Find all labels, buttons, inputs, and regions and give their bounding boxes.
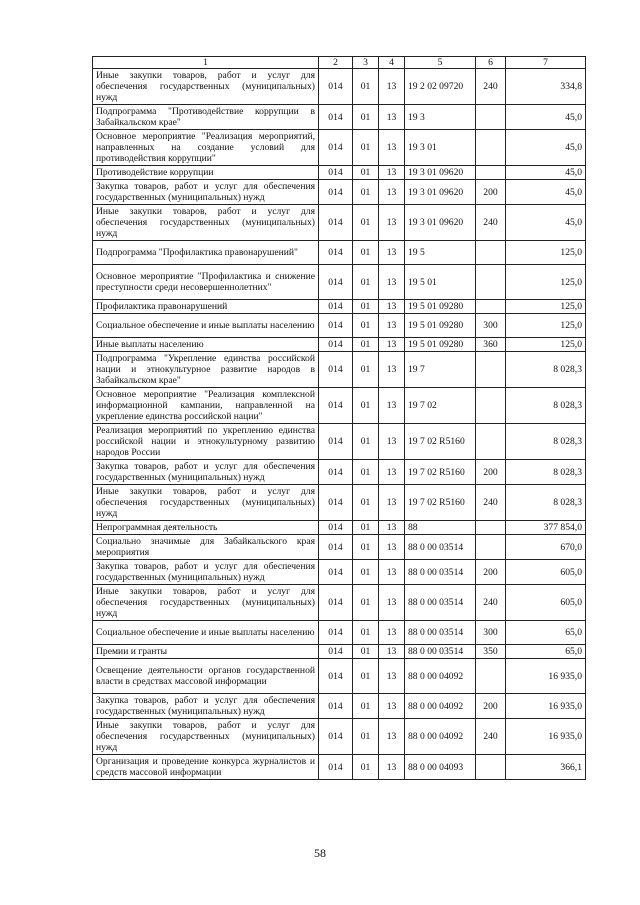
row-amount: 125,0: [506, 265, 586, 300]
column-header-4: 4: [379, 57, 405, 69]
row-code-admin: 014: [319, 166, 353, 180]
table-row: [93, 130, 586, 166]
table-row: [93, 352, 586, 388]
table-row: [93, 621, 586, 645]
row-code-subsection: 13: [379, 314, 405, 338]
table-row: [93, 535, 586, 560]
row-code-section: 01: [353, 521, 379, 535]
table-row: [93, 300, 586, 314]
row-code-target: 88 0 00 04092: [405, 659, 476, 694]
row-code-section: 01: [353, 69, 379, 105]
row-code-expense-type: [476, 535, 506, 560]
row-code-admin: 014: [319, 388, 353, 424]
table-row: [93, 180, 586, 205]
table-body: [93, 69, 586, 780]
column-header-7: 7: [506, 57, 586, 69]
row-code-expense-type: 200: [476, 180, 506, 205]
row-code-expense-type: [476, 424, 506, 460]
row-amount: 8 028,3: [506, 485, 586, 521]
row-code-target: 19 3 01 09620: [405, 166, 476, 180]
row-amount: 16 935,0: [506, 694, 586, 719]
row-amount: 45,0: [506, 205, 586, 241]
row-amount: 65,0: [506, 645, 586, 659]
table-row: [93, 338, 586, 352]
row-code-target: 19 5 01 09280: [405, 300, 476, 314]
row-amount: 45,0: [506, 105, 586, 130]
column-number-row: [93, 57, 586, 69]
column-header-1: 1: [93, 57, 319, 69]
row-code-subsection: 13: [379, 645, 405, 659]
row-code-admin: 014: [319, 300, 353, 314]
row-code-admin: 014: [319, 130, 353, 166]
row-code-subsection: 13: [379, 205, 405, 241]
row-name: Иные закупки товаров, работ и услуг для обеспечения государственных (муниципальных) нужд: [93, 485, 319, 521]
row-amount: 16 935,0: [506, 719, 586, 755]
row-code-admin: 014: [319, 694, 353, 719]
row-code-subsection: 13: [379, 300, 405, 314]
row-code-section: 01: [353, 535, 379, 560]
row-name: Непрограммная деятельность: [93, 521, 319, 535]
row-name: Закупка товаров, работ и услуг для обеспечения государственных (муниципальных) нужд: [93, 694, 319, 719]
row-amount: 670,0: [506, 535, 586, 560]
page-number: 58: [314, 846, 326, 860]
row-name: Реализация мероприятий по укреплению единства российской нации и этнокультурному развитию народов России: [93, 424, 319, 460]
table-row: [93, 659, 586, 694]
row-name: Основное мероприятие "Профилактика и снижение преступности среди несовершеннолетних": [93, 265, 319, 300]
row-code-admin: 014: [319, 485, 353, 521]
row-code-admin: 014: [319, 424, 353, 460]
row-name: Иные закупки товаров, работ и услуг для обеспечения государственных (муниципальных) нужд: [93, 719, 319, 755]
row-code-expense-type: [476, 130, 506, 166]
table-row: [93, 460, 586, 485]
row-code-admin: 014: [319, 460, 353, 485]
row-code-section: 01: [353, 205, 379, 241]
row-code-subsection: 13: [379, 241, 405, 265]
table-row: [93, 424, 586, 460]
row-code-section: 01: [353, 338, 379, 352]
row-code-section: 01: [353, 755, 379, 780]
row-code-section: 01: [353, 180, 379, 205]
row-code-admin: 014: [319, 265, 353, 300]
row-code-subsection: 13: [379, 659, 405, 694]
row-name: Закупка товаров, работ и услуг для обеспечения государственных (муниципальных) нужд: [93, 180, 319, 205]
row-code-expense-type: 240: [476, 485, 506, 521]
row-amount: 8 028,3: [506, 388, 586, 424]
row-code-expense-type: [476, 388, 506, 424]
row-name: Подпрограмма "Профилактика правонарушений": [93, 241, 319, 265]
row-code-subsection: 13: [379, 755, 405, 780]
row-amount: 366,1: [506, 755, 586, 780]
table-row: [93, 521, 586, 535]
row-code-section: 01: [353, 621, 379, 645]
row-code-subsection: 13: [379, 352, 405, 388]
row-code-target: 19 3: [405, 105, 476, 130]
table-row: [93, 645, 586, 659]
row-code-section: 01: [353, 694, 379, 719]
row-code-subsection: 13: [379, 535, 405, 560]
row-name: Закупка товаров, работ и услуг для обеспечения государственных (муниципальных) нужд: [93, 460, 319, 485]
table-row: [93, 265, 586, 300]
row-code-admin: 014: [319, 338, 353, 352]
table-row: [93, 105, 586, 130]
row-code-subsection: 13: [379, 460, 405, 485]
row-code-subsection: 13: [379, 265, 405, 300]
row-name: Профилактика правонарушений: [93, 300, 319, 314]
row-code-expense-type: 200: [476, 560, 506, 585]
row-code-admin: 014: [319, 755, 353, 780]
row-code-section: 01: [353, 460, 379, 485]
row-code-target: 19 2 02 09720: [405, 69, 476, 105]
row-code-admin: 014: [319, 105, 353, 130]
row-code-subsection: 13: [379, 585, 405, 621]
row-code-target: 88: [405, 521, 476, 535]
row-code-section: 01: [353, 130, 379, 166]
row-name: Закупка товаров, работ и услуг для обеспечения государственных (муниципальных) нужд: [93, 560, 319, 585]
row-code-target: 19 7 02 R5160: [405, 424, 476, 460]
row-name: Социально значимые для Забайкальского края мероприятия: [93, 535, 319, 560]
row-code-subsection: 13: [379, 166, 405, 180]
row-name: Социальное обеспечение и иные выплаты населению: [93, 621, 319, 645]
column-header-5: 5: [405, 57, 476, 69]
row-code-section: 01: [353, 166, 379, 180]
row-amount: 334,8: [506, 69, 586, 105]
row-amount: 125,0: [506, 241, 586, 265]
row-amount: 605,0: [506, 585, 586, 621]
row-code-subsection: 13: [379, 694, 405, 719]
column-header-6: 6: [476, 57, 506, 69]
row-code-target: 88 0 00 03514: [405, 621, 476, 645]
row-code-target: 19 3 01 09620: [405, 205, 476, 241]
row-amount: 45,0: [506, 180, 586, 205]
row-code-target: 88 0 00 04092: [405, 719, 476, 755]
row-code-expense-type: 350: [476, 645, 506, 659]
row-code-admin: 014: [319, 205, 353, 241]
row-amount: 8 028,3: [506, 424, 586, 460]
row-code-expense-type: [476, 300, 506, 314]
row-code-target: 88 0 00 03514: [405, 585, 476, 621]
row-name: Подпрограмма "Укрепление единства российской нации и этнокультурное развитие народов в Забайкальском крае": [93, 352, 319, 388]
row-code-admin: 014: [319, 621, 353, 645]
row-code-admin: 014: [319, 69, 353, 105]
row-code-admin: 014: [319, 241, 353, 265]
row-code-target: 88 0 00 03514: [405, 535, 476, 560]
row-amount: 45,0: [506, 130, 586, 166]
row-code-expense-type: 240: [476, 205, 506, 241]
row-amount: 45,0: [506, 166, 586, 180]
row-code-expense-type: [476, 105, 506, 130]
row-code-section: 01: [353, 424, 379, 460]
row-code-expense-type: [476, 521, 506, 535]
row-code-target: 19 5 01 09280: [405, 314, 476, 338]
row-name: Иные закупки товаров, работ и услуг для обеспечения государственных (муниципальных) нужд: [93, 585, 319, 621]
row-amount: 65,0: [506, 621, 586, 645]
row-code-section: 01: [353, 585, 379, 621]
row-code-target: 19 7: [405, 352, 476, 388]
row-code-section: 01: [353, 352, 379, 388]
table-row: [93, 694, 586, 719]
row-code-expense-type: 240: [476, 69, 506, 105]
row-name: Иные закупки товаров, работ и услуг для обеспечения государственных (муниципальных) нужд: [93, 69, 319, 105]
row-code-expense-type: [476, 241, 506, 265]
row-code-expense-type: [476, 166, 506, 180]
row-code-target: 19 5 01: [405, 265, 476, 300]
row-code-expense-type: 240: [476, 585, 506, 621]
row-code-admin: 014: [319, 314, 353, 338]
table-row: [93, 719, 586, 755]
row-code-target: 19 7 02 R5160: [405, 460, 476, 485]
row-code-subsection: 13: [379, 485, 405, 521]
table-row: [93, 388, 586, 424]
row-code-admin: 014: [319, 535, 353, 560]
row-code-section: 01: [353, 659, 379, 694]
table-row: [93, 205, 586, 241]
row-code-section: 01: [353, 241, 379, 265]
row-code-section: 01: [353, 388, 379, 424]
row-code-admin: 014: [319, 560, 353, 585]
row-code-subsection: 13: [379, 388, 405, 424]
row-code-section: 01: [353, 719, 379, 755]
row-code-section: 01: [353, 105, 379, 130]
row-code-target: 88 0 00 04093: [405, 755, 476, 780]
row-code-section: 01: [353, 485, 379, 521]
row-code-subsection: 13: [379, 69, 405, 105]
row-code-admin: 014: [319, 180, 353, 205]
table-row: [93, 560, 586, 585]
row-code-expense-type: 360: [476, 338, 506, 352]
table-row: [93, 585, 586, 621]
row-code-admin: 014: [319, 585, 353, 621]
table-row: [93, 485, 586, 521]
row-code-admin: 014: [319, 659, 353, 694]
table-row: [93, 314, 586, 338]
table-row: [93, 69, 586, 105]
row-amount: 605,0: [506, 560, 586, 585]
column-header-2: 2: [319, 57, 353, 69]
row-code-expense-type: 240: [476, 719, 506, 755]
table-row: [93, 755, 586, 780]
row-code-admin: 014: [319, 521, 353, 535]
row-code-target: 19 7 02 R5160: [405, 485, 476, 521]
row-name: Социальное обеспечение и иные выплаты населению: [93, 314, 319, 338]
row-name: Премии и гранты: [93, 645, 319, 659]
row-amount: 125,0: [506, 338, 586, 352]
row-code-target: 88 0 00 04092: [405, 694, 476, 719]
row-code-expense-type: [476, 265, 506, 300]
table-row: [93, 166, 586, 180]
row-name: Иные закупки товаров, работ и услуг для обеспечения государственных (муниципальных) нужд: [93, 205, 319, 241]
row-code-target: 19 3 01: [405, 130, 476, 166]
row-code-subsection: 13: [379, 338, 405, 352]
row-code-expense-type: 300: [476, 314, 506, 338]
row-amount: 16 935,0: [506, 659, 586, 694]
row-code-subsection: 13: [379, 560, 405, 585]
row-name: Основное мероприятие "Реализация мероприятий, направленных на создание условий для противодействия коррупции": [93, 130, 319, 166]
row-code-section: 01: [353, 314, 379, 338]
row-code-expense-type: 200: [476, 694, 506, 719]
row-code-subsection: 13: [379, 719, 405, 755]
row-code-target: 19 5: [405, 241, 476, 265]
row-code-subsection: 13: [379, 521, 405, 535]
row-name: Иные выплаты населению: [93, 338, 319, 352]
row-code-target: 19 5 01 09280: [405, 338, 476, 352]
row-code-subsection: 13: [379, 621, 405, 645]
row-code-subsection: 13: [379, 130, 405, 166]
row-code-subsection: 13: [379, 105, 405, 130]
row-code-admin: 014: [319, 645, 353, 659]
row-amount: 8 028,3: [506, 352, 586, 388]
row-code-target: 88 0 00 03514: [405, 645, 476, 659]
row-amount: 125,0: [506, 314, 586, 338]
row-name: Подпрограмма "Противодействие коррупции в Забайкальском крае": [93, 105, 319, 130]
row-code-expense-type: [476, 352, 506, 388]
row-code-admin: 014: [319, 719, 353, 755]
row-code-section: 01: [353, 645, 379, 659]
row-code-section: 01: [353, 300, 379, 314]
row-amount: 377 854,0: [506, 521, 586, 535]
table-row: [93, 241, 586, 265]
row-name: Противодействие коррупции: [93, 166, 319, 180]
row-amount: 8 028,3: [506, 460, 586, 485]
column-header-3: 3: [353, 57, 379, 69]
row-code-expense-type: 200: [476, 460, 506, 485]
row-code-target: 19 7 02: [405, 388, 476, 424]
row-code-subsection: 13: [379, 424, 405, 460]
row-code-expense-type: [476, 755, 506, 780]
row-name: Организация и проведение конкурса журналистов и средств массовой информации: [93, 755, 319, 780]
row-code-target: 19 3 01 09620: [405, 180, 476, 205]
row-code-section: 01: [353, 265, 379, 300]
row-amount: 125,0: [506, 300, 586, 314]
row-code-target: 88 0 00 03514: [405, 560, 476, 585]
row-name: Освещение деятельности органов государственной власти в средствах массовой информации: [93, 659, 319, 694]
budget-table: [92, 56, 586, 780]
row-code-subsection: 13: [379, 180, 405, 205]
row-code-expense-type: 300: [476, 621, 506, 645]
row-code-expense-type: [476, 659, 506, 694]
row-code-admin: 014: [319, 352, 353, 388]
row-code-section: 01: [353, 560, 379, 585]
row-name: Основное мероприятие "Реализация комплексной информационной кампании, направленной на укрепление единства российской нации": [93, 388, 319, 424]
